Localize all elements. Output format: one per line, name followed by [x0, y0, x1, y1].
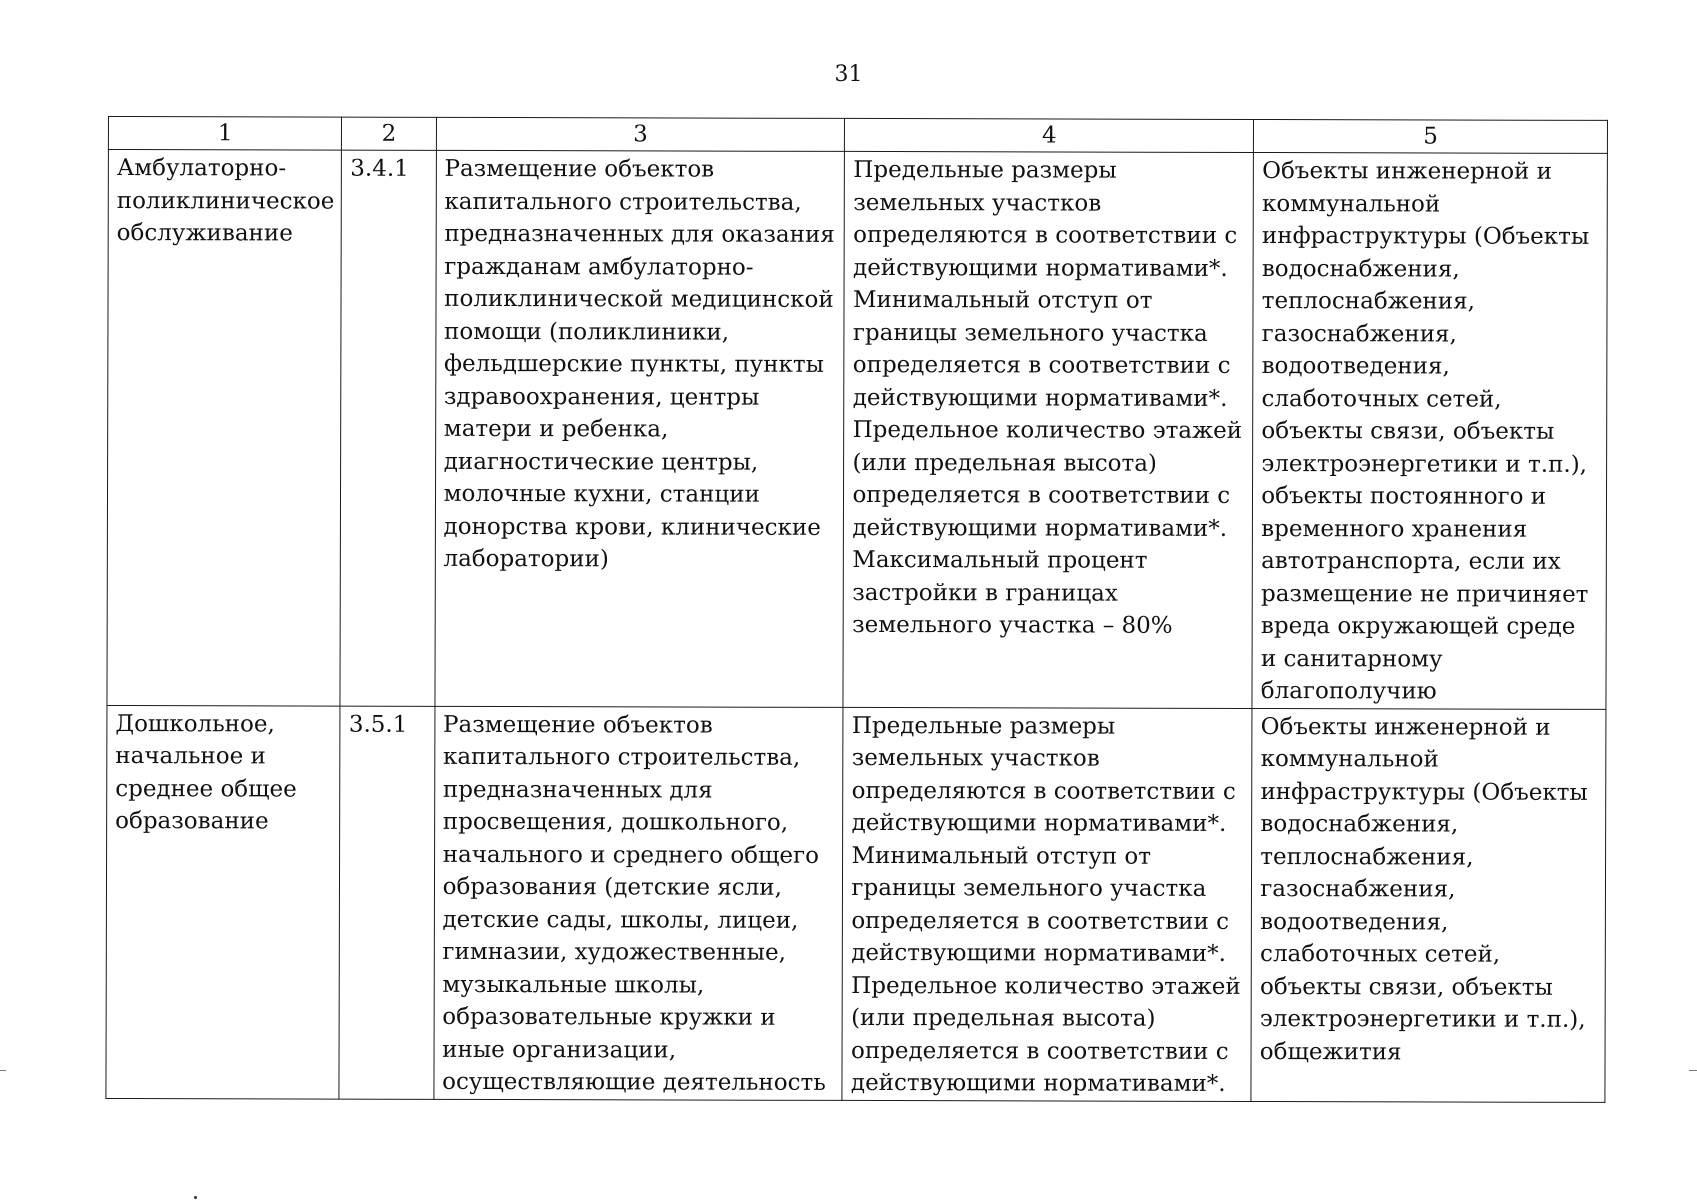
use-type-auxiliary-text: Объекты инженерной и коммунальной инфраструктуры (Объекты водоснабжения, теплоснабжения, газоснабжения, водоотведения, слаботочных сетей, объекты связи, объекты электроэнергетики и т.п.), объекты постоянного и временного хранения автотранспорта, если их размещение не причиняет вреда окружающей среде и санитарному благополучию	[1260, 158, 1590, 705]
use-type-description-text: Размещение объектов капитального строительства, предназначенных для просвещения, дошкольного, начального и среднего общего образования (детские ясли, детские сады, школы, лицеи, гимназии, художественные, музыкальные школы, образовательные кружки и иные организации, осуществляющие деятельность	[442, 711, 826, 1096]
header-col-3: 3	[436, 117, 845, 151]
use-type-parameters-text: Предельные размеры земельных участков определяются в соответствии с действующими нормативами*. Минимальный отступ от границы земельного участка определяется в соответствии с действующими нормативами*. Предельное количество этажей (или предельная высота) определяется в соответствии с действующими нормативами*.	[850, 712, 1241, 1097]
use-type-name	[106, 705, 340, 1099]
use-type-parameters	[843, 151, 1253, 708]
use-type-parameters-text: Предельные размеры земельных участков определяются в соответствии с действующими нормативами*. Минимальный отступ от границы земельного участка определяется в соответствии с действующими нормативами*. Предельное количество этажей (или предельная высота) определяется в соответствии с действующими нормативами*. Максимальный процент застройки в границах земельного участка – 80%	[852, 156, 1243, 639]
regulations-table	[105, 116, 1608, 1102]
use-type-parameters	[842, 707, 1252, 1101]
use-type-auxiliary-text: Объекты инженерной и коммунальной инфраструктуры (Объекты водоснабжения, теплоснабжения, газоснабжения, водоотведения, слаботочных сетей, объекты связи, объекты электроэнергетики и т.п.), общежития	[1259, 713, 1588, 1065]
use-type-auxiliary	[1252, 152, 1607, 708]
scan-speck	[194, 1196, 197, 1199]
scan-margin-mark-left	[0, 1070, 6, 1071]
page-number: 31	[834, 62, 863, 87]
use-type-name-text: Амбулаторно- поликлиническое обслуживание	[116, 155, 335, 247]
use-type-description	[434, 706, 844, 1100]
use-type-code	[339, 706, 434, 1099]
use-type-code-text: 3.5.1	[348, 711, 408, 738]
use-type-auxiliary	[1251, 708, 1606, 1102]
table-row	[107, 150, 1607, 709]
header-col-4: 4	[845, 118, 1254, 152]
header-col-5: 5	[1254, 119, 1608, 153]
table-header-row	[108, 117, 1607, 154]
use-type-name-text: Дошкольное, начальное и среднее общее образование	[115, 710, 297, 835]
use-type-description	[435, 150, 845, 707]
scan-margin-mark-right	[1689, 1070, 1697, 1071]
table-row	[106, 705, 1606, 1102]
use-type-name	[107, 150, 342, 706]
use-type-description-text: Размещение объектов капитального строительства, предназначенных для оказания гражданам амбулаторно- поликлинической медицинской помощи (поликлиники, фельдшерские пункты, пункты здравоохранения, центры матери и ребенка, диагностические центры, молочные кухни, станции донорства крови, клинические лаборатории)	[443, 155, 835, 573]
header-col-2: 2	[342, 117, 436, 150]
use-type-code-text: 3.4.1	[350, 155, 409, 182]
use-type-code	[340, 150, 436, 706]
header-col-1: 1	[108, 117, 342, 151]
